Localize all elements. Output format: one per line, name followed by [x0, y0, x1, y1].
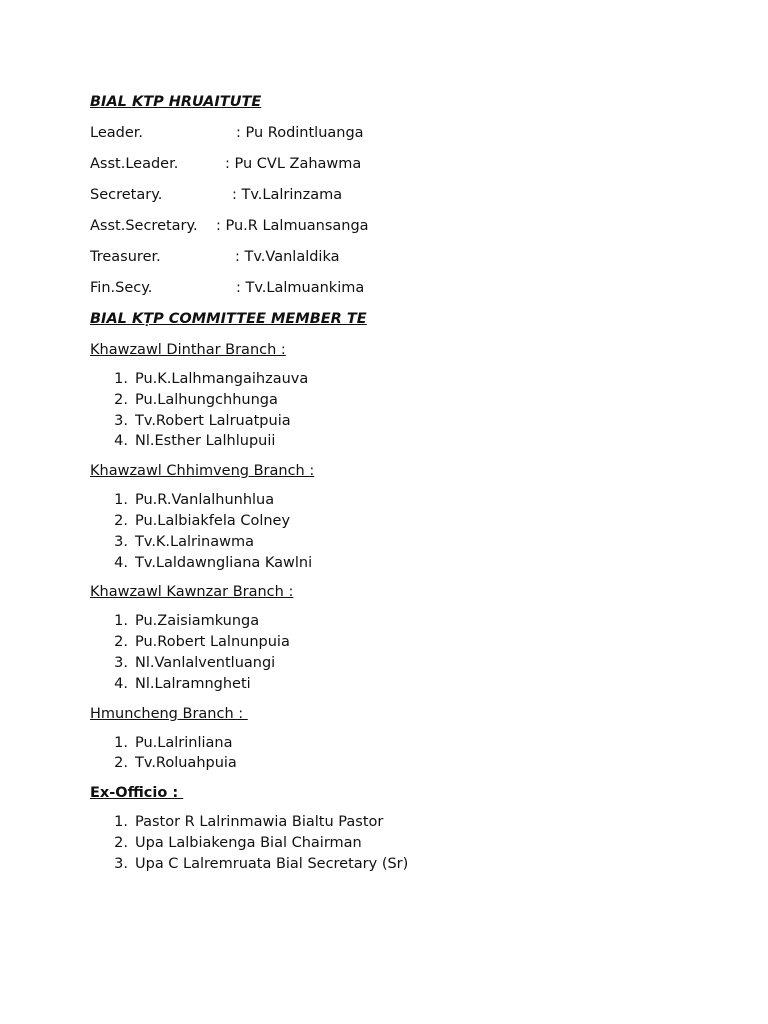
officer-row [90, 214, 730, 238]
committee-heading: BIAL KṬP COMMITTEE MEMBER TE [90, 311, 367, 327]
officer-name: : Tv.Lalmuankima [236, 280, 365, 296]
officer-name: : Tv.Lalrinzama [232, 187, 343, 203]
officer-name: : Pu.R Lalmuansanga [216, 218, 369, 234]
officer-row [90, 121, 730, 145]
officer-name: : Tv.Vanlaldika [235, 249, 340, 265]
list-item [90, 753, 730, 774]
list-item [90, 490, 730, 511]
list-number: 2. [114, 512, 128, 529]
list-item [90, 511, 730, 532]
officer-name: : Pu Rodintluanga [236, 125, 364, 141]
list-number: 4. [114, 433, 128, 450]
officer-row [90, 152, 730, 176]
officer-row [90, 245, 730, 269]
list-number: 4. [114, 675, 128, 692]
list-item [90, 411, 730, 432]
list-item [90, 833, 730, 854]
list-item [90, 653, 730, 674]
officer-role: Leader. [90, 125, 143, 141]
list-number: 1. [114, 492, 128, 509]
branch-title: Khawzawl Chhimveng Branch : [90, 463, 315, 480]
member-list [90, 611, 730, 694]
member-name: Pu.Zaisiamkunga [135, 613, 260, 630]
officers-heading: BIAL KTP HRUAITUTE [90, 94, 262, 110]
member-list [90, 490, 730, 573]
list-item [90, 390, 730, 411]
branch-title: Hmuncheng Branch : [90, 705, 248, 722]
list-number: 4. [114, 554, 128, 571]
officer-role: Fin.Secy. [90, 280, 153, 296]
list-number: 2. [114, 755, 128, 772]
list-number: 1. [114, 613, 128, 630]
member-name: Tv.K.Lalrinawma [135, 533, 254, 550]
member-name: Upa Lalbiakenga Bial Chairman [135, 834, 362, 851]
list-number: 2. [114, 391, 128, 408]
member-name: Pu.R.Vanlalhunhlua [135, 492, 275, 509]
list-item [90, 632, 730, 653]
document-page [90, 90, 730, 882]
list-number: 2. [114, 634, 128, 651]
list-item [90, 733, 730, 754]
member-name: Upa C Lalremruata Bial Secretary (Sr) [135, 855, 409, 872]
member-name: Nl.Vanlalventluangi [135, 654, 276, 671]
member-list [90, 733, 730, 775]
member-name: Pu.K.Lalhmangaihzauva [135, 371, 309, 387]
member-list [90, 369, 730, 452]
list-item [90, 812, 730, 833]
list-item [90, 854, 730, 875]
member-name: Pu.Lalbiakfela Colney [135, 512, 291, 529]
list-item [90, 674, 730, 695]
member-list [90, 812, 730, 874]
list-item [90, 431, 730, 452]
member-name: Nl.Lalramngheti [135, 675, 251, 692]
ex-officio-heading: Ex-Officio : [90, 785, 184, 802]
list-number: 1. [114, 814, 128, 831]
branch-title: Khawzawl Kawnzar Branch : [90, 584, 294, 601]
list-item [90, 369, 730, 390]
list-number: 2. [114, 834, 128, 851]
officer-role: Secretary. [90, 187, 163, 203]
list-number: 3. [114, 533, 128, 550]
branch-title: Khawzawl Dinthar Branch : [90, 342, 286, 358]
member-name: Pu.Robert Lalnunpuia [135, 634, 290, 651]
officer-row [90, 276, 730, 300]
list-item [90, 553, 730, 574]
list-number: 1. [114, 734, 128, 751]
officer-name: : Pu CVL Zahawma [225, 156, 362, 172]
officers-list [90, 121, 730, 300]
member-name: Tv.Laldawngliana Kawlni [135, 554, 313, 571]
list-number: 1. [114, 371, 128, 387]
list-number: 3. [114, 412, 128, 429]
member-name: Pu.Lalhungchhunga [135, 391, 278, 408]
officer-role: Treasurer. [90, 249, 161, 265]
member-name: Tv.Robert Lalruatpuia [135, 412, 291, 429]
list-item [90, 532, 730, 553]
officer-role: Asst.Leader. [90, 156, 179, 172]
officer-row [90, 183, 730, 207]
list-number: 3. [114, 855, 128, 872]
member-name: Pastor R Lalrinmawia Bialtu Pastor [135, 814, 384, 831]
officer-role: Asst.Secretary. [90, 218, 198, 234]
member-name: Pu.Lalrinliana [135, 734, 233, 751]
list-number: 3. [114, 654, 128, 671]
list-item [90, 611, 730, 632]
member-name: Tv.Roluahpuia [135, 755, 237, 772]
member-name: Nl.Esther Lalhlupuii [135, 433, 276, 450]
